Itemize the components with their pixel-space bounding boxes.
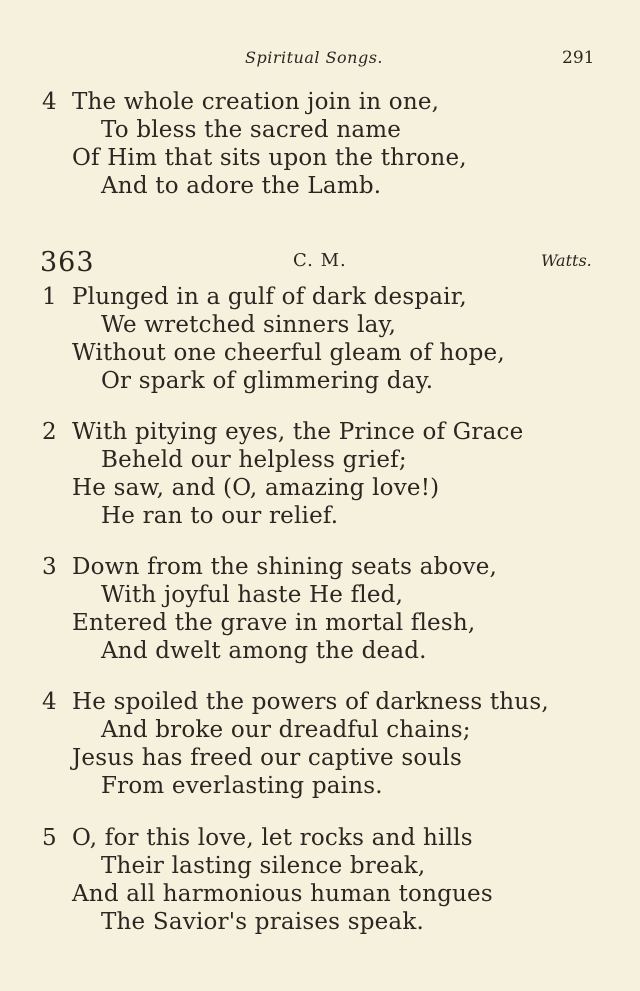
hymn-author: Watts. (541, 251, 592, 270)
verse-line: And broke our dreadful chains; (101, 717, 471, 743)
page-number: 291 (562, 48, 595, 68)
verse-line: O, for this love, let rocks and hills (72, 825, 473, 851)
prev-verse-line: Of Him that sits upon the throne, (72, 145, 467, 171)
prev-verse-line: To bless the sacred name (101, 117, 402, 143)
verse-number: 1 (42, 284, 57, 310)
prev-verse-line: And to adore the Lamb. (101, 173, 382, 199)
verse-number: 3 (42, 554, 57, 580)
prev-verse-number: 4 (42, 89, 57, 115)
verse-number: 2 (42, 419, 57, 445)
verse-line: With pitying eyes, the Prince of Grace (72, 419, 524, 445)
verse-line: The Savior's praises speak. (101, 909, 424, 935)
verse-number: 4 (42, 689, 57, 715)
verse-line: Entered the grave in mortal flesh, (72, 610, 476, 636)
verse-line: Down from the shining seats above, (72, 554, 498, 580)
verse-line: We wretched sinners lay, (101, 312, 397, 338)
prev-verse-line: The whole creation join in one, (72, 89, 440, 115)
verse-number: 5 (42, 825, 57, 851)
verse-line: Beheld our helpless grief; (101, 447, 407, 473)
hymn-number: 363 (40, 247, 95, 278)
verse-line: Without one cheerful gleam of hope, (72, 340, 505, 366)
verse-line: Or spark of glimmering day. (101, 368, 434, 394)
verse-line: And all harmonious human tongues (72, 881, 493, 907)
verse-line: From everlasting pains. (101, 773, 383, 799)
hymn-meter: C. M. (293, 250, 347, 271)
verse-line: Jesus has freed our captive souls (72, 745, 462, 771)
verse-line: With joyful haste He fled, (101, 582, 404, 608)
verse-line: And dwelt among the dead. (101, 638, 427, 664)
running-title: Spiritual Songs. (245, 48, 383, 67)
verse-line: He saw, and (O, amazing love!) (72, 475, 440, 501)
verse-line: Plunged in a gulf of dark despair, (72, 284, 467, 310)
verse-line: Their lasting silence break, (101, 853, 426, 879)
verse-line: He spoiled the powers of darkness thus, (72, 689, 549, 715)
verse-line: He ran to our relief. (101, 503, 339, 529)
